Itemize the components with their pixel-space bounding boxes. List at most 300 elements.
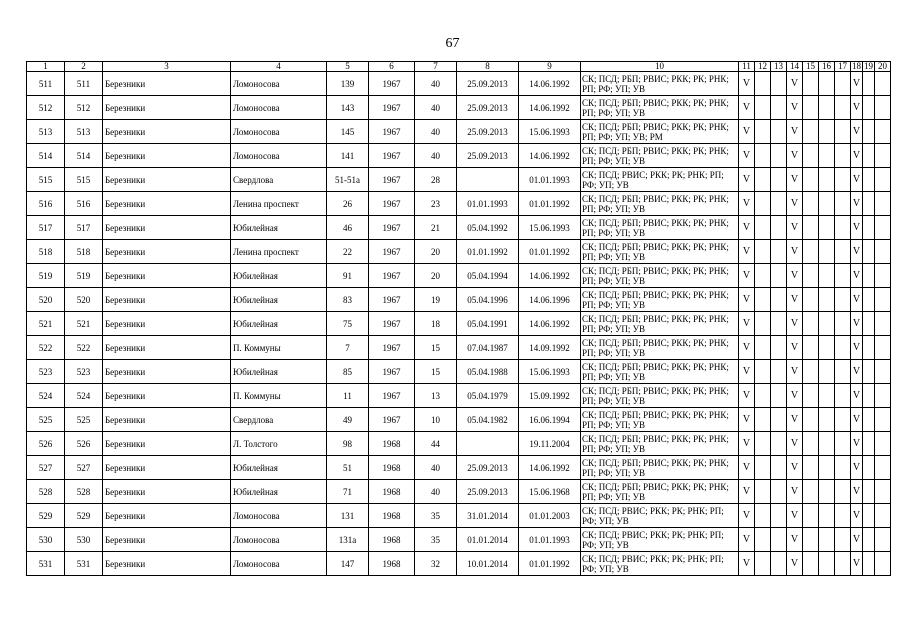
mark-cell: V	[851, 168, 863, 192]
category-cell: СК; ПСД; РВИС; РКК; РК; РНК; РП; РФ; УП; УВ	[581, 168, 739, 192]
mark-cell: V	[739, 336, 755, 360]
mark-cell: V	[739, 72, 755, 96]
column-header: 9	[519, 62, 581, 72]
category-cell: СК; ПСД; РВИС; РКК; РК; РНК; РП; РФ; УП; УВ	[581, 528, 739, 552]
year-cell: 1968	[369, 528, 415, 552]
empty-cell	[819, 72, 835, 96]
house-number-cell: 51	[327, 456, 369, 480]
column-header: 6	[369, 62, 415, 72]
percent-cell: 40	[415, 480, 457, 504]
empty-cell	[863, 408, 875, 432]
house-number-cell: 49	[327, 408, 369, 432]
empty-cell	[819, 432, 835, 456]
empty-cell	[875, 336, 891, 360]
mark-cell: V	[787, 552, 803, 576]
mark-cell: V	[739, 312, 755, 336]
row-number-cell: 521	[27, 312, 65, 336]
row-number-cell: 526	[65, 432, 103, 456]
category-cell: СК; ПСД; РБП; РВИС; РКК; РК; РНК; РП; РФ; УП; УВ	[581, 384, 739, 408]
empty-cell	[875, 120, 891, 144]
city-cell: Березники	[103, 360, 231, 384]
house-number-cell: 46	[327, 216, 369, 240]
empty-cell	[835, 144, 851, 168]
city-cell: Березники	[103, 120, 231, 144]
column-header: 10	[581, 62, 739, 72]
empty-cell	[835, 96, 851, 120]
date-cell: 31.01.2014	[457, 504, 519, 528]
city-cell: Березники	[103, 216, 231, 240]
empty-cell	[835, 480, 851, 504]
street-cell: Юбилейная	[231, 456, 327, 480]
empty-cell	[835, 168, 851, 192]
mark-cell: V	[787, 504, 803, 528]
mark-cell: V	[851, 96, 863, 120]
mark-cell: V	[851, 336, 863, 360]
row-number-cell: 530	[65, 528, 103, 552]
street-cell: Юбилейная	[231, 264, 327, 288]
column-header: 15	[803, 62, 819, 72]
house-number-cell: 143	[327, 96, 369, 120]
street-cell: Юбилейная	[231, 312, 327, 336]
housing-registry-table	[26, 61, 891, 576]
empty-cell	[771, 72, 787, 96]
row-number-cell: 525	[27, 408, 65, 432]
mark-cell: V	[739, 504, 755, 528]
date-cell: 15.06.1993	[519, 120, 581, 144]
table-row	[27, 192, 891, 216]
empty-cell	[803, 336, 819, 360]
percent-cell: 40	[415, 96, 457, 120]
empty-cell	[819, 384, 835, 408]
empty-cell	[863, 552, 875, 576]
date-cell: 01.01.1993	[519, 528, 581, 552]
mark-cell: V	[851, 312, 863, 336]
empty-cell	[863, 504, 875, 528]
mark-cell: V	[851, 384, 863, 408]
date-cell: 25.09.2013	[457, 480, 519, 504]
empty-cell	[835, 384, 851, 408]
empty-cell	[819, 456, 835, 480]
mark-cell: V	[787, 192, 803, 216]
page-number: 67	[445, 36, 460, 51]
mark-cell: V	[851, 288, 863, 312]
empty-cell	[875, 408, 891, 432]
city-cell: Березники	[103, 312, 231, 336]
street-cell: Ломоносова	[231, 96, 327, 120]
house-number-cell: 139	[327, 72, 369, 96]
table-row	[27, 528, 891, 552]
empty-cell	[819, 336, 835, 360]
empty-cell	[803, 96, 819, 120]
empty-cell	[755, 384, 771, 408]
table-row	[27, 96, 891, 120]
empty-cell	[875, 384, 891, 408]
empty-cell	[803, 192, 819, 216]
category-cell: СК; ПСД; РБП; РВИС; РКК; РК; РНК; РП; РФ; УП; УВ	[581, 144, 739, 168]
row-number-cell: 524	[27, 384, 65, 408]
house-number-cell: 71	[327, 480, 369, 504]
empty-cell	[875, 480, 891, 504]
mark-cell: V	[739, 264, 755, 288]
house-number-cell: 91	[327, 264, 369, 288]
mark-cell: V	[787, 432, 803, 456]
mark-cell: V	[739, 288, 755, 312]
column-header: 16	[819, 62, 835, 72]
house-number-cell: 26	[327, 192, 369, 216]
empty-cell	[819, 528, 835, 552]
row-number-cell: 531	[65, 552, 103, 576]
percent-cell: 10	[415, 408, 457, 432]
empty-cell	[755, 72, 771, 96]
empty-cell	[755, 192, 771, 216]
column-header: 17	[835, 62, 851, 72]
mark-cell: V	[851, 432, 863, 456]
date-cell: 25.09.2013	[457, 120, 519, 144]
year-cell: 1967	[369, 384, 415, 408]
mark-cell: V	[787, 480, 803, 504]
empty-cell	[755, 168, 771, 192]
empty-cell	[771, 432, 787, 456]
empty-cell	[771, 168, 787, 192]
category-cell: СК; ПСД; РБП; РВИС; РКК; РК; РНК; РП; РФ; УП; УВ	[581, 480, 739, 504]
empty-cell	[819, 360, 835, 384]
empty-cell	[755, 96, 771, 120]
empty-cell	[771, 240, 787, 264]
empty-cell	[771, 120, 787, 144]
empty-cell	[863, 168, 875, 192]
table-row	[27, 240, 891, 264]
column-header: 14	[787, 62, 803, 72]
percent-cell: 21	[415, 216, 457, 240]
empty-cell	[803, 456, 819, 480]
city-cell: Березники	[103, 504, 231, 528]
mark-cell: V	[739, 384, 755, 408]
city-cell: Березники	[103, 456, 231, 480]
empty-cell	[835, 240, 851, 264]
empty-cell	[819, 408, 835, 432]
city-cell: Березники	[103, 552, 231, 576]
empty-cell	[755, 360, 771, 384]
city-cell: Березники	[103, 528, 231, 552]
row-number-cell: 523	[27, 360, 65, 384]
empty-cell	[803, 360, 819, 384]
row-number-cell: 526	[27, 432, 65, 456]
city-cell: Березники	[103, 144, 231, 168]
empty-cell	[875, 552, 891, 576]
empty-cell	[835, 408, 851, 432]
date-cell: 01.01.1993	[457, 192, 519, 216]
mark-cell: V	[739, 408, 755, 432]
empty-cell	[755, 528, 771, 552]
empty-cell	[803, 528, 819, 552]
city-cell: Березники	[103, 72, 231, 96]
date-cell: 01.01.1992	[457, 240, 519, 264]
table-row	[27, 480, 891, 504]
empty-cell	[803, 288, 819, 312]
year-cell: 1968	[369, 432, 415, 456]
mark-cell: V	[787, 120, 803, 144]
empty-cell	[819, 504, 835, 528]
table-row	[27, 288, 891, 312]
date-cell: 15.06.1968	[519, 480, 581, 504]
street-cell: П. Коммуны	[231, 384, 327, 408]
mark-cell: V	[851, 552, 863, 576]
category-cell: СК; ПСД; РБП; РВИС; РКК; РК; РНК; РП; РФ; УП; УВ	[581, 432, 739, 456]
percent-cell: 35	[415, 528, 457, 552]
empty-cell	[835, 192, 851, 216]
category-cell: СК; ПСД; РБП; РВИС; РКК; РК; РНК; РП; РФ; УП; УВ	[581, 72, 739, 96]
empty-cell	[819, 144, 835, 168]
city-cell: Березники	[103, 384, 231, 408]
city-cell: Березники	[103, 480, 231, 504]
date-cell: 16.06.1994	[519, 408, 581, 432]
mark-cell: V	[787, 360, 803, 384]
mark-cell: V	[787, 72, 803, 96]
date-cell	[457, 168, 519, 192]
empty-cell	[863, 528, 875, 552]
mark-cell: V	[787, 288, 803, 312]
house-number-cell: 85	[327, 360, 369, 384]
date-cell: 14.09.1992	[519, 336, 581, 360]
row-number-cell: 514	[65, 144, 103, 168]
empty-cell	[755, 480, 771, 504]
table-row	[27, 264, 891, 288]
year-cell: 1967	[369, 72, 415, 96]
mark-cell: V	[851, 216, 863, 240]
row-number-cell: 514	[27, 144, 65, 168]
row-number-cell: 531	[27, 552, 65, 576]
row-number-cell: 515	[27, 168, 65, 192]
city-cell: Березники	[103, 168, 231, 192]
date-cell: 25.09.2013	[457, 456, 519, 480]
date-cell: 19.11.2004	[519, 432, 581, 456]
year-cell: 1967	[369, 96, 415, 120]
table-row	[27, 336, 891, 360]
percent-cell: 15	[415, 336, 457, 360]
empty-cell	[803, 144, 819, 168]
row-number-cell: 522	[27, 336, 65, 360]
date-cell: 01.01.1992	[519, 192, 581, 216]
date-cell: 07.04.1987	[457, 336, 519, 360]
empty-cell	[863, 144, 875, 168]
table-row	[27, 384, 891, 408]
percent-cell: 35	[415, 504, 457, 528]
date-cell: 25.09.2013	[457, 72, 519, 96]
street-cell: Ленина проспект	[231, 240, 327, 264]
table-row	[27, 504, 891, 528]
empty-cell	[771, 312, 787, 336]
column-header: 3	[103, 62, 231, 72]
street-cell: Ломоносова	[231, 144, 327, 168]
empty-cell	[771, 96, 787, 120]
mark-cell: V	[739, 360, 755, 384]
table-row	[27, 408, 891, 432]
mark-cell: V	[851, 408, 863, 432]
date-cell: 14.06.1992	[519, 456, 581, 480]
street-cell: Л. Толстого	[231, 432, 327, 456]
empty-cell	[771, 480, 787, 504]
category-cell: СК; ПСД; РБП; РВИС; РКК; РК; РНК; РП; РФ; УП; УВ	[581, 408, 739, 432]
empty-cell	[835, 120, 851, 144]
empty-cell	[835, 72, 851, 96]
empty-cell	[863, 360, 875, 384]
city-cell: Березники	[103, 96, 231, 120]
year-cell: 1968	[369, 552, 415, 576]
row-number-cell: 512	[27, 96, 65, 120]
percent-cell: 15	[415, 360, 457, 384]
empty-cell	[819, 480, 835, 504]
row-number-cell: 519	[27, 264, 65, 288]
date-cell: 01.01.2003	[519, 504, 581, 528]
empty-cell	[863, 336, 875, 360]
date-cell: 01.01.1992	[519, 552, 581, 576]
column-header: 19	[864, 61, 873, 71]
empty-cell	[875, 504, 891, 528]
mark-cell: V	[739, 192, 755, 216]
row-number-cell: 516	[27, 192, 65, 216]
table-row	[27, 312, 891, 336]
date-cell: 25.09.2013	[457, 96, 519, 120]
empty-cell	[819, 240, 835, 264]
empty-cell	[771, 456, 787, 480]
row-number-cell: 525	[65, 408, 103, 432]
row-number-cell: 513	[27, 120, 65, 144]
mark-cell: V	[851, 456, 863, 480]
column-header: 11	[739, 62, 755, 72]
row-number-cell: 520	[65, 288, 103, 312]
mark-cell: V	[739, 216, 755, 240]
column-header: 1	[27, 62, 65, 72]
mark-cell: V	[851, 240, 863, 264]
street-cell: Свердлова	[231, 168, 327, 192]
empty-cell	[863, 312, 875, 336]
row-number-cell: 515	[65, 168, 103, 192]
empty-cell	[835, 336, 851, 360]
empty-cell	[819, 288, 835, 312]
column-header: 2	[65, 62, 103, 72]
empty-cell	[803, 240, 819, 264]
house-number-cell: 83	[327, 288, 369, 312]
category-cell: СК; ПСД; РБП; РВИС; РКК; РК; РНК; РП; РФ; УП; УВ; РМ	[581, 120, 739, 144]
empty-cell	[803, 504, 819, 528]
empty-cell	[863, 72, 875, 96]
percent-cell: 23	[415, 192, 457, 216]
house-number-cell: 145	[327, 120, 369, 144]
empty-cell	[863, 432, 875, 456]
percent-cell: 19	[415, 288, 457, 312]
city-cell: Березники	[103, 432, 231, 456]
year-cell: 1967	[369, 216, 415, 240]
empty-cell	[835, 360, 851, 384]
date-cell: 15.06.1993	[519, 360, 581, 384]
date-cell: 25.09.2013	[457, 144, 519, 168]
empty-cell	[819, 192, 835, 216]
empty-cell	[755, 552, 771, 576]
row-number-cell: 529	[65, 504, 103, 528]
empty-cell	[771, 504, 787, 528]
percent-cell: 40	[415, 456, 457, 480]
table-row	[27, 72, 891, 96]
row-number-cell: 518	[27, 240, 65, 264]
empty-cell	[875, 72, 891, 96]
row-number-cell: 519	[65, 264, 103, 288]
category-cell: СК; ПСД; РВИС; РКК; РК; РНК; РП; РФ; УП; УВ	[581, 552, 739, 576]
empty-cell	[835, 312, 851, 336]
percent-cell: 40	[415, 72, 457, 96]
mark-cell: V	[787, 168, 803, 192]
city-cell: Березники	[103, 240, 231, 264]
mark-cell: V	[739, 168, 755, 192]
row-number-cell: 523	[65, 360, 103, 384]
mark-cell: V	[787, 240, 803, 264]
year-cell: 1967	[369, 408, 415, 432]
row-number-cell: 516	[65, 192, 103, 216]
street-cell: Ломоносова	[231, 72, 327, 96]
year-cell: 1967	[369, 168, 415, 192]
city-cell: Березники	[103, 408, 231, 432]
category-cell: СК; ПСД; РБП; РВИС; РКК; РК; РНК; РП; РФ; УП; УВ	[581, 288, 739, 312]
row-number-cell: 517	[27, 216, 65, 240]
year-cell: 1967	[369, 288, 415, 312]
mark-cell: V	[739, 456, 755, 480]
date-cell: 05.04.1996	[457, 288, 519, 312]
empty-cell	[835, 216, 851, 240]
year-cell: 1967	[369, 144, 415, 168]
date-cell: 10.01.2014	[457, 552, 519, 576]
empty-cell	[803, 432, 819, 456]
row-number-cell: 512	[65, 96, 103, 120]
date-cell: 14.06.1996	[519, 288, 581, 312]
row-number-cell: 513	[65, 120, 103, 144]
empty-cell	[755, 336, 771, 360]
date-cell: 05.04.1988	[457, 360, 519, 384]
year-cell: 1967	[369, 240, 415, 264]
year-cell: 1967	[369, 192, 415, 216]
empty-cell	[863, 384, 875, 408]
house-number-cell: 75	[327, 312, 369, 336]
mark-cell: V	[739, 432, 755, 456]
house-number-cell: 131а	[327, 528, 369, 552]
empty-cell	[875, 432, 891, 456]
table-body	[27, 72, 891, 576]
empty-cell	[771, 192, 787, 216]
empty-cell	[819, 264, 835, 288]
date-cell: 05.04.1992	[457, 216, 519, 240]
empty-cell	[875, 192, 891, 216]
empty-cell	[803, 312, 819, 336]
year-cell: 1967	[369, 360, 415, 384]
table-row	[27, 552, 891, 576]
empty-cell	[875, 144, 891, 168]
street-cell: Юбилейная	[231, 360, 327, 384]
empty-cell	[755, 288, 771, 312]
date-cell: 05.04.1979	[457, 384, 519, 408]
empty-cell	[755, 312, 771, 336]
column-header: 8	[457, 62, 519, 72]
empty-cell	[819, 120, 835, 144]
empty-cell	[755, 456, 771, 480]
empty-cell	[875, 312, 891, 336]
empty-cell	[863, 480, 875, 504]
city-cell: Березники	[103, 336, 231, 360]
empty-cell	[803, 480, 819, 504]
empty-cell	[863, 192, 875, 216]
row-number-cell: 528	[65, 480, 103, 504]
house-number-cell: 131	[327, 504, 369, 528]
empty-cell	[819, 552, 835, 576]
empty-cell	[875, 240, 891, 264]
empty-cell	[755, 120, 771, 144]
